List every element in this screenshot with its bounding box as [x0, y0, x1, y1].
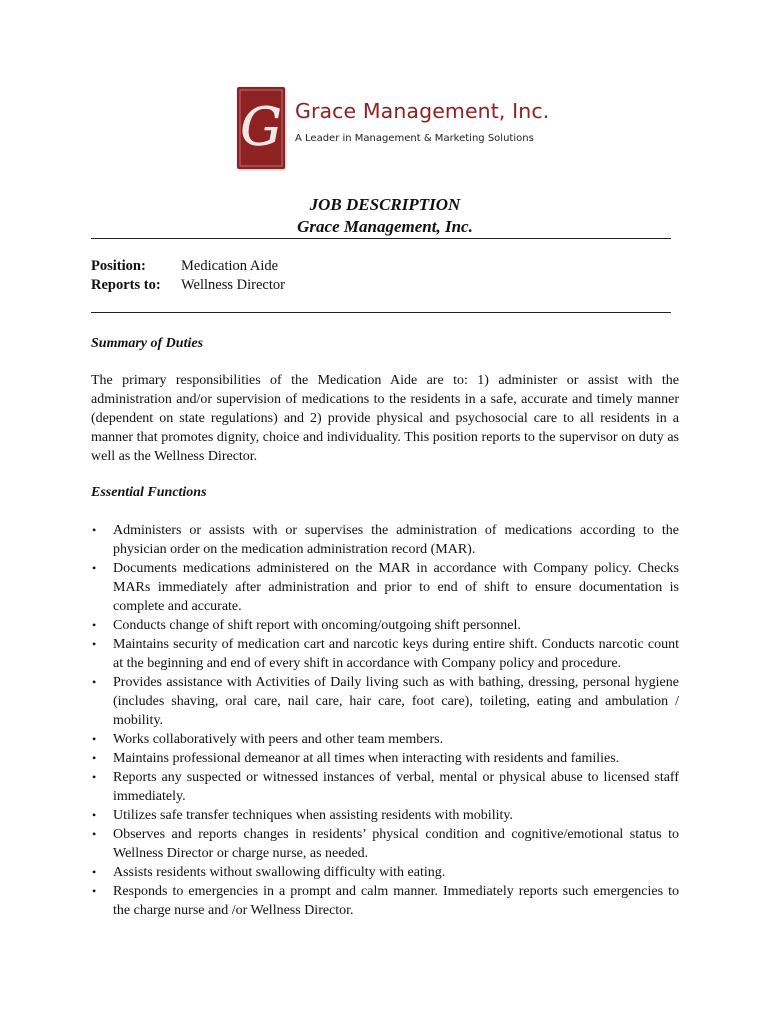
bullet-icon: • [92, 751, 97, 765]
summary-heading: Summary of Duties [91, 336, 204, 351]
essential-functions-heading: Essential Functions [91, 485, 207, 500]
list-item-text: Utilizes safe transfer techniques when assisting residents with mobility. [113, 808, 513, 823]
monogram-letter: G [240, 98, 282, 158]
list-item-text: Responds to emergencies in a prompt and calm manner. Immediately reports such emergencies to the charge nurse and /or Wellness Director. [113, 884, 679, 918]
list-item-text: Reports any suspected or witnessed instances of verbal, mental or physical abuse to licensed staff immediately. [113, 770, 679, 804]
bullet-icon: • [92, 637, 97, 651]
reports-to-label: Reports to: [91, 277, 161, 293]
bullet-icon: • [92, 618, 97, 632]
list-item-text: Provides assistance with Activities of Daily living such as with bathing, dressing, personal hygiene (includes shaving, oral care, nail care, hair care, foot care), toileting, eating and ambulation / mobility. [113, 675, 679, 728]
company-tagline: A Leader in Management & Marketing Solutions [295, 133, 534, 144]
list-item [91, 616, 679, 635]
list-item-text: Administers or assists with or supervises the administration of medications according to the physician order on the medication administration record (MAR). [113, 523, 679, 557]
list-item [91, 521, 679, 559]
position-divider [91, 312, 671, 313]
list-item-text: Works collaboratively with peers and other team members. [113, 732, 444, 747]
list-item-text: Documents medications administered on the MAR in accordance with Company policy. Checks MARs immediately after administration and prior to end of shift to ensure documentation is complete and accurate. [113, 561, 679, 614]
header-divider [91, 238, 671, 239]
company-logo [237, 87, 550, 171]
reports-to-value: Wellness Director [181, 277, 285, 293]
document-title: JOB DESCRIPTION [309, 195, 461, 214]
list-item-text: Maintains security of medication cart and narcotic keys during entire shift. Conducts narcotic count at the beginning and end of every shift in accordance with Company policy and procedure. [113, 637, 679, 671]
bullet-icon: • [92, 561, 97, 575]
list-item [91, 559, 679, 616]
list-item [91, 749, 679, 768]
summary-paragraph: The primary responsibilities of the Medication Aide are to: 1) administer or assist with the administration and/or supervision of medications to the residents in a safe, accurate and timely manner (dependent on state regulations) and 2) provide physical and psychosocial care to all residents in a manner that promotes dignity, choice and individuality. This position reports to the supervisor on duty as well as the Wellness Director. [91, 373, 679, 464]
list-item [91, 806, 679, 825]
bullet-icon: • [92, 732, 97, 746]
monogram-logo-icon [237, 87, 285, 169]
list-item-text: Observes and reports changes in residents’ physical condition and cognitive/emotional status to Wellness Director or charge nurse, as needed. [113, 827, 679, 861]
list-item [91, 863, 679, 882]
position-label: Position: [91, 258, 146, 274]
bullet-icon: • [92, 523, 97, 537]
position-value: Medication Aide [181, 258, 279, 274]
essential-functions-list [91, 521, 679, 920]
company-name: Grace Management, Inc. [295, 99, 550, 123]
bullet-icon: • [92, 808, 97, 822]
list-item [91, 730, 679, 749]
list-item-text: Conducts change of shift report with oncoming/outgoing shift personnel. [113, 618, 521, 633]
bullet-icon: • [92, 865, 97, 879]
list-item [91, 825, 679, 863]
document-subtitle: Grace Management, Inc. [297, 217, 473, 236]
list-item-text: Assists residents without swallowing difficulty with eating. [113, 865, 446, 880]
list-item [91, 882, 679, 920]
list-item-text: Maintains professional demeanor at all times when interacting with residents and families. [113, 751, 620, 766]
list-item [91, 673, 679, 730]
list-item [91, 635, 679, 673]
bullet-icon: • [92, 770, 97, 784]
bullet-icon: • [92, 827, 97, 841]
bullet-icon: • [92, 675, 97, 689]
list-item [91, 768, 679, 806]
bullet-icon: • [92, 884, 97, 898]
